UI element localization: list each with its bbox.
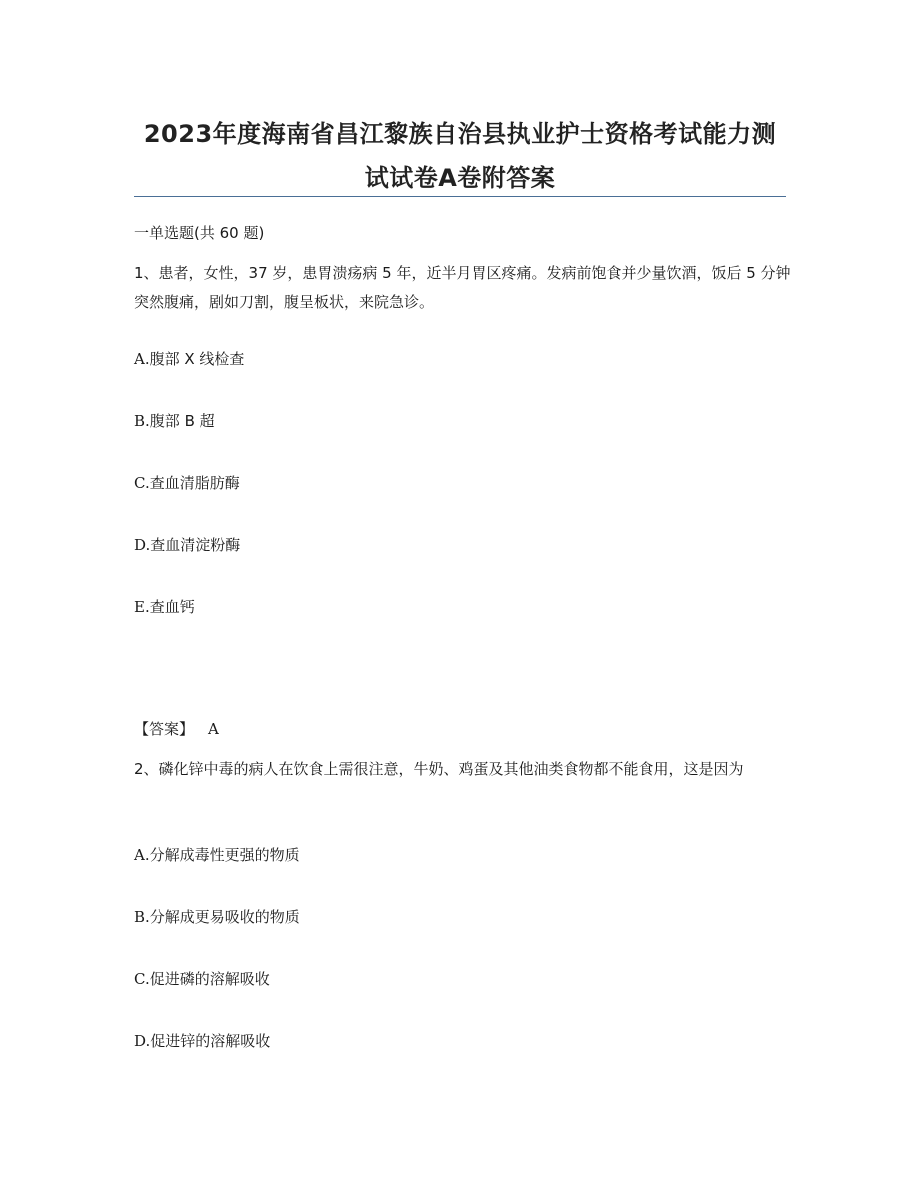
question-2-option-c xyxy=(134,968,270,990)
option-letter: B. xyxy=(134,908,150,926)
option-text: 促进磷的溶解吸收 xyxy=(149,970,270,988)
answer-value: A xyxy=(208,720,219,738)
question-1-option-e xyxy=(134,596,195,618)
question-1-text: 1、患者，女性，37 岁，患胃溃疡病 5 年，近半月胃区疼痛。发病前饱食并少量饮酒，饭后 5 分钟突然腹痛，剧如刀割，腹呈板状，来院急诊。 xyxy=(134,264,791,311)
option-text: 查血清淀粉酶 xyxy=(150,536,241,554)
document-title-line1: 2023年度海南省昌江黎族自治县执业护士资格考试能力测 xyxy=(143,120,777,148)
option-letter: E. xyxy=(134,598,150,616)
option-letter: A. xyxy=(134,350,150,368)
option-text: 分解成更易吸收的物质 xyxy=(149,908,300,926)
option-text: 分解成毒性更强的物质 xyxy=(149,846,300,864)
option-text: 促进锌的溶解吸收 xyxy=(150,1032,271,1050)
question-1-option-d xyxy=(134,534,240,556)
section-heading: 一单选题(共 60 题) xyxy=(134,224,265,242)
question-1-answer xyxy=(134,718,219,740)
answer-label: 【答案】 xyxy=(134,720,195,738)
question-1-option-a xyxy=(134,348,244,370)
question-2-option-b xyxy=(134,906,300,928)
question-2-option-d xyxy=(134,1030,270,1052)
option-letter: B. xyxy=(134,412,150,430)
option-text: 腹部 B 超 xyxy=(149,412,215,430)
title-divider xyxy=(134,196,786,197)
option-letter: A. xyxy=(134,846,150,864)
option-letter: D. xyxy=(134,536,151,554)
question-2-text: 2、磷化锌中毒的病人在饮食上需很注意，牛奶、鸡蛋及其他油类食物都不能食用，这是因为 xyxy=(134,760,744,778)
option-letter: C. xyxy=(134,474,150,492)
question-2-option-a xyxy=(134,844,300,866)
option-text: 查血清脂肪酶 xyxy=(149,474,240,492)
option-letter: D. xyxy=(134,1032,151,1050)
document-title-line2: 试试卷A卷附答案 xyxy=(364,164,556,192)
option-text: 查血钙 xyxy=(149,598,195,616)
question-1-option-b xyxy=(134,410,215,432)
option-text: 腹部 X 线检查 xyxy=(149,350,245,368)
option-letter: C. xyxy=(134,970,150,988)
question-1-option-c xyxy=(134,472,240,494)
